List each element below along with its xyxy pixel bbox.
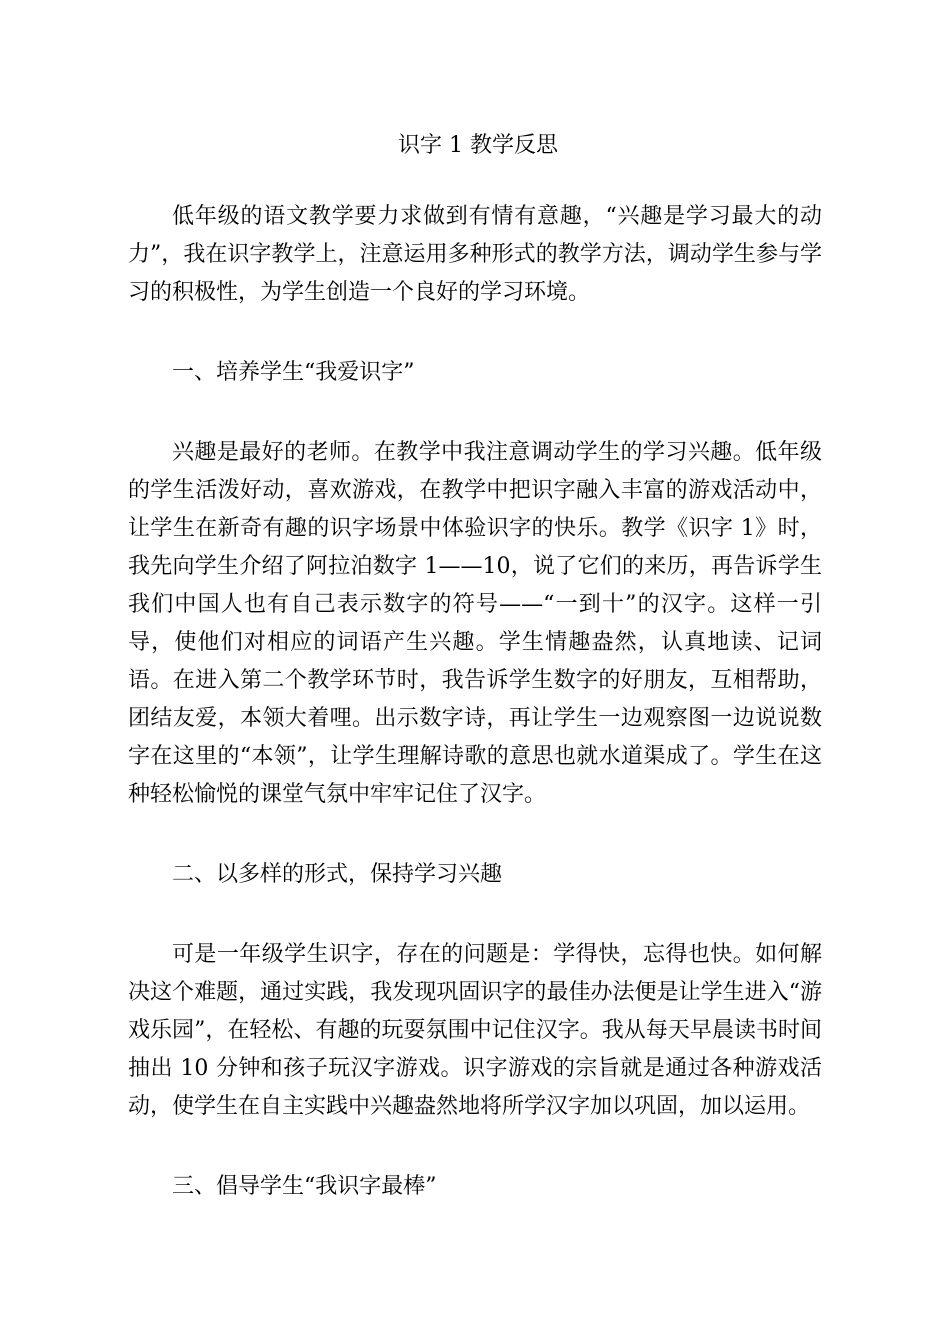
section-heading-2: 二、以多样的形式，保持学习兴趣 [172, 862, 503, 887]
spacer [128, 814, 822, 856]
intro-paragraph: 低年级的语文教学要力求做到有情有意趣，“兴趣是学习最大的动力”，我在识字教学上，注意运用多种形式的教学方法，调动学生参与学习的积极性，为学生创造一个良好的学习环境。 [128, 204, 822, 305]
section-body-1: 兴趣是最好的老师。在教学中我注意调动学生的学习兴趣。低年级的学生活泼好动，喜欢游戏，在教学中把识字融入丰富的游戏活动中，让学生在新奇有趣的识字场景中体验识字的快乐。教学《识字 1》时，我先向学生介绍了阿拉泊数字 1——10，说了它们的来历，再告诉学生我们中国人也有自己表示数字的符号——“一到十”的汉字。这样一引导，使他们对相应的词语产生兴趣。学生情趣盎然，认真地读、记词语。在进入第二个教学环节时，我告诉学生数字的好朋友，互相帮助，团结友爱，本领大着哩。出示数字诗，再让学生一边观察图一边说说数字在这里的“本领”，让学生理解诗歌的意思也就水道渠成了。学生在这种轻松愉悦的课堂气氛中牢牢记住了汉字。 [128, 440, 822, 807]
section-heading-3: 三、倡导学生“我识字最棒” [172, 1174, 437, 1199]
section-body-2: 可是一年级学生识字，存在的问题是：学得快，忘得也快。如何解决这个难题，通过实践，我发现巩固识字的最佳办法便是让学生进入“游戏乐园”，在轻松、有趣的玩耍氛围中记住汉字。我从每天早晨读书时间抽出 10 分钟和孩子玩汉字游戏。识字游戏的宗旨就是通过各种游戏活动，使学生在自主实践中兴趣盎然地将所学汉字加以巩固，加以运用。 [128, 942, 822, 1119]
spacer [128, 164, 822, 198]
spacer [128, 1126, 822, 1168]
spacer [128, 312, 822, 354]
spacer [128, 392, 822, 434]
document-title: 识字 1 教学反思 [398, 133, 558, 158]
spacer [128, 894, 822, 936]
section-heading-1: 一、培养学生“我爱识字” [172, 360, 415, 385]
